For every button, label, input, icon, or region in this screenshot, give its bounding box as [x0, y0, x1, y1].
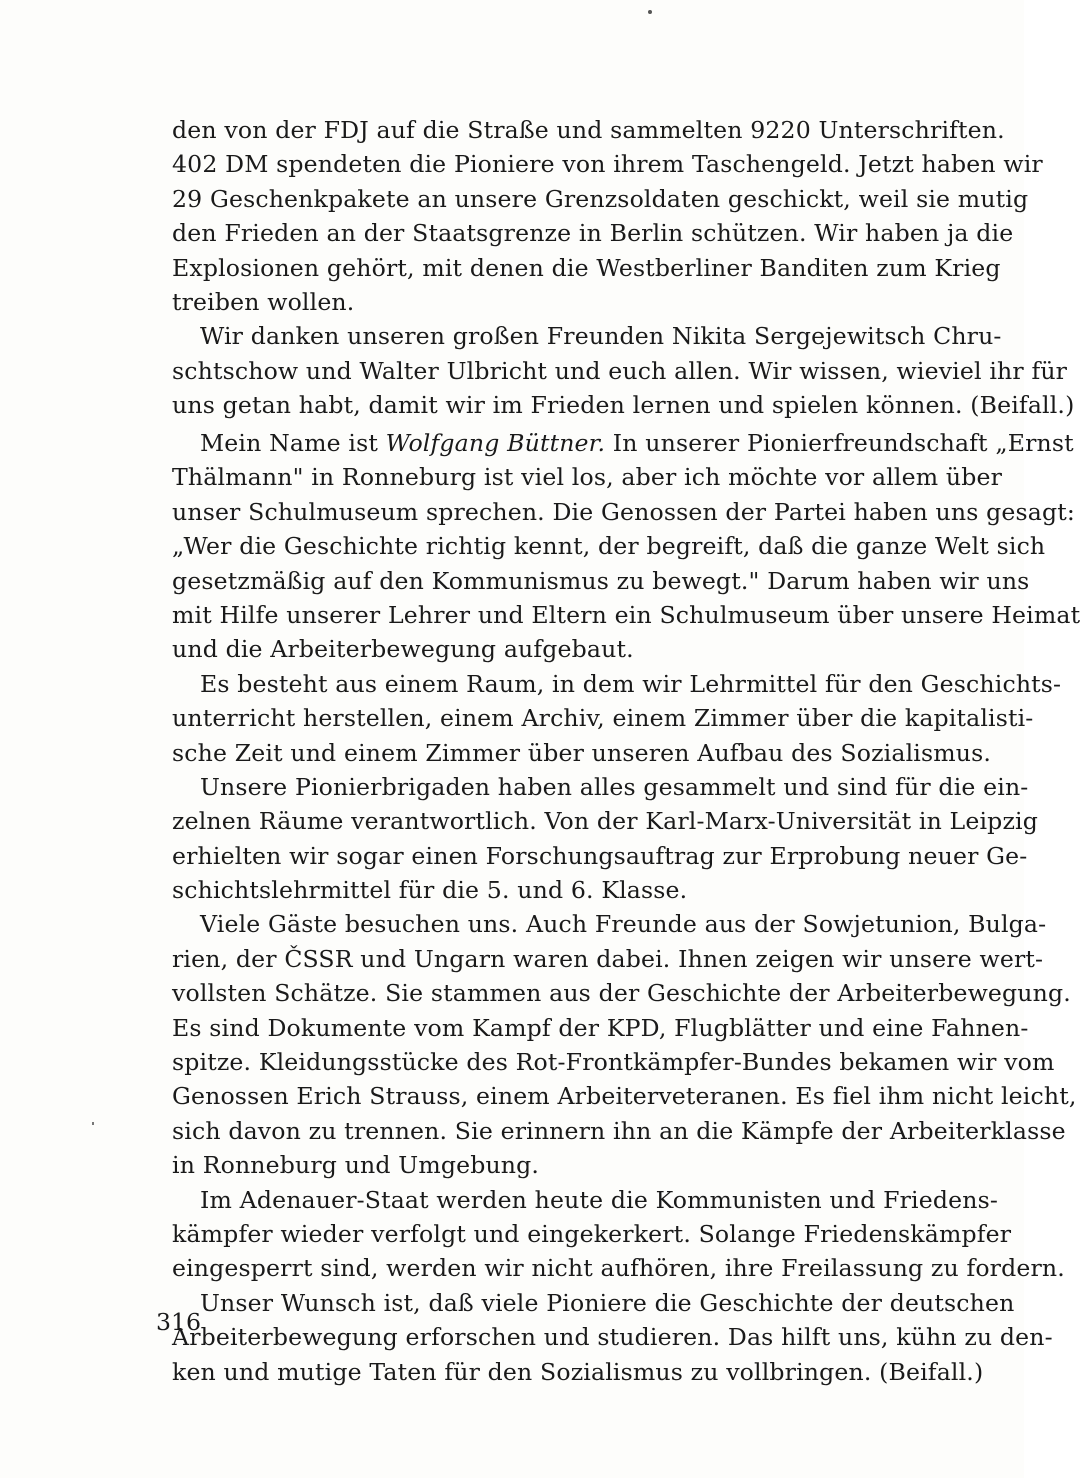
- text-line: erhielten wir sogar einen Forschungsauftrag zur Erprobung neuer Ge-: [172, 841, 1028, 870]
- text-block-top: [172, 113, 1075, 423]
- text-line: Thälmann" in Ronneburg ist viel los, aber ich möchte vor allem über: [172, 463, 1003, 492]
- text-line: vollsten Schätze. Sie stammen aus der Geschichte der Arbeiterbewegung.: [172, 979, 1071, 1008]
- text-line: gesetzmäßig auf den Kommunismus zu bewegt." Darum haben wir uns: [172, 566, 1030, 595]
- speaker-name: Wolfgang Büttner.: [385, 429, 606, 457]
- text-line: 29 Geschenkpakete an unsere Grenzsoldaten geschickt, weil sie mutig: [172, 184, 1029, 213]
- paragraph-5: [172, 770, 1038, 908]
- text-line: Viele Gäste besuchen uns. Auch Freunde aus der Sowjetunion, Bulga-: [200, 910, 1047, 939]
- text-line: Wir danken unseren großen Freunden Nikita Sergejewitsch Chru-: [200, 322, 1002, 351]
- text-line: Explosionen gehört, mit denen die Westberliner Banditen zum Krieg: [172, 253, 1001, 282]
- text-line: spitze. Kleidungsstücke des Rot-Frontkämpfer-Bundes bekamen wir vom: [172, 1048, 1055, 1077]
- text-line: Im Adenauer-Staat werden heute die Kommunisten und Friedens-: [200, 1185, 998, 1214]
- text-line: zelnen Räume verantwortlich. Von der Karl-Marx-Universität in Leipzig: [172, 807, 1038, 836]
- paragraph-3: [172, 426, 1080, 667]
- text-line: schtschow und Walter Ulbricht und euch allen. Wir wissen, wieviel ihr für: [172, 356, 1068, 385]
- text-line: unterricht herstellen, einem Archiv, einem Zimmer über die kapitalisti-: [172, 704, 1034, 733]
- line-lead: Mein Name ist: [200, 429, 386, 457]
- text-line: mit Hilfe unserer Lehrer und Eltern ein Schulmuseum über unsere Heimat: [172, 600, 1080, 629]
- text-line: sich davon zu trennen. Sie erinnern ihn an die Kämpfe der Arbeiterklasse: [172, 1116, 1066, 1145]
- text-line: uns getan habt, damit wir im Frieden lernen und spielen können. (Beifall.): [172, 391, 1075, 420]
- text-line: „Wer die Geschichte richtig kennt, der begreift, daß die ganze Welt sich: [172, 532, 1046, 561]
- paragraph-1: [172, 113, 1043, 319]
- text-line: Es besteht aus einem Raum, in dem wir Lehrmittel für den Geschichts-: [200, 669, 1062, 698]
- text-line: sche Zeit und einem Zimmer über unseren Aufbau des Sozialismus.: [172, 738, 991, 767]
- paragraph-4: [172, 667, 1062, 770]
- text-line: Unsere Pionierbrigaden haben alles gesammelt und sind für die ein-: [200, 772, 1029, 801]
- text-line: ken und mutige Taten für den Sozialismus zu vollbringen. (Beifall.): [172, 1357, 984, 1386]
- text-line: treiben wollen.: [172, 287, 355, 316]
- page-number: 316: [156, 1308, 202, 1336]
- text-line: schichtslehrmittel für die 5. und 6. Klasse.: [172, 876, 688, 905]
- text-line: eingesperrt sind, werden wir nicht aufhören, ihre Freilassung zu fordern.: [172, 1254, 1065, 1283]
- paragraph-7: [172, 1183, 1065, 1286]
- text-line: Arbeiterbewegung erforschen und studieren. Das hilft uns, kühn zu den-: [172, 1323, 1053, 1352]
- text-line: rien, der ČSSR und Ungarn waren dabei. Ihnen zeigen wir unsere wert-: [172, 944, 1044, 973]
- text-line: [172, 426, 1074, 460]
- paragraph-2: [172, 319, 1075, 422]
- paragraph-6: [172, 907, 1077, 1182]
- text-line: Es sind Dokumente vom Kampf der KPD, Flugblätter und eine Fahnen-: [172, 1013, 1029, 1042]
- scan-speck: [648, 10, 652, 14]
- text-line: unser Schulmuseum sprechen. Die Genossen der Partei haben uns gesagt:: [172, 497, 1075, 526]
- text-line: kämpfer wieder verfolgt und eingekerkert. Solange Friedenskämpfer: [172, 1219, 1012, 1248]
- text-line: in Ronneburg und Umgebung.: [172, 1151, 540, 1180]
- text-block-speech: [172, 426, 1080, 1389]
- text-line: den Frieden an der Staatsgrenze in Berlin schützen. Wir haben ja die: [172, 219, 1014, 248]
- text-line: Genossen Erich Strauss, einem Arbeiterveteranen. Es fiel ihm nicht leicht,: [172, 1082, 1077, 1111]
- line-rest: In unserer Pionierfreundschaft „Ernst: [605, 429, 1074, 457]
- scan-mark: [92, 1122, 94, 1125]
- text-line: 402 DM spendeten die Pioniere von ihrem Taschengeld. Jetzt haben wir: [172, 150, 1043, 179]
- text-line: den von der FDJ auf die Straße und sammelten 9220 Unterschriften.: [172, 116, 1005, 144]
- text-line: und die Arbeiterbewegung aufgebaut.: [172, 635, 634, 664]
- text-line: Unser Wunsch ist, daß viele Pioniere die Geschichte der deutschen: [200, 1288, 1015, 1317]
- paragraph-8: [172, 1286, 1053, 1389]
